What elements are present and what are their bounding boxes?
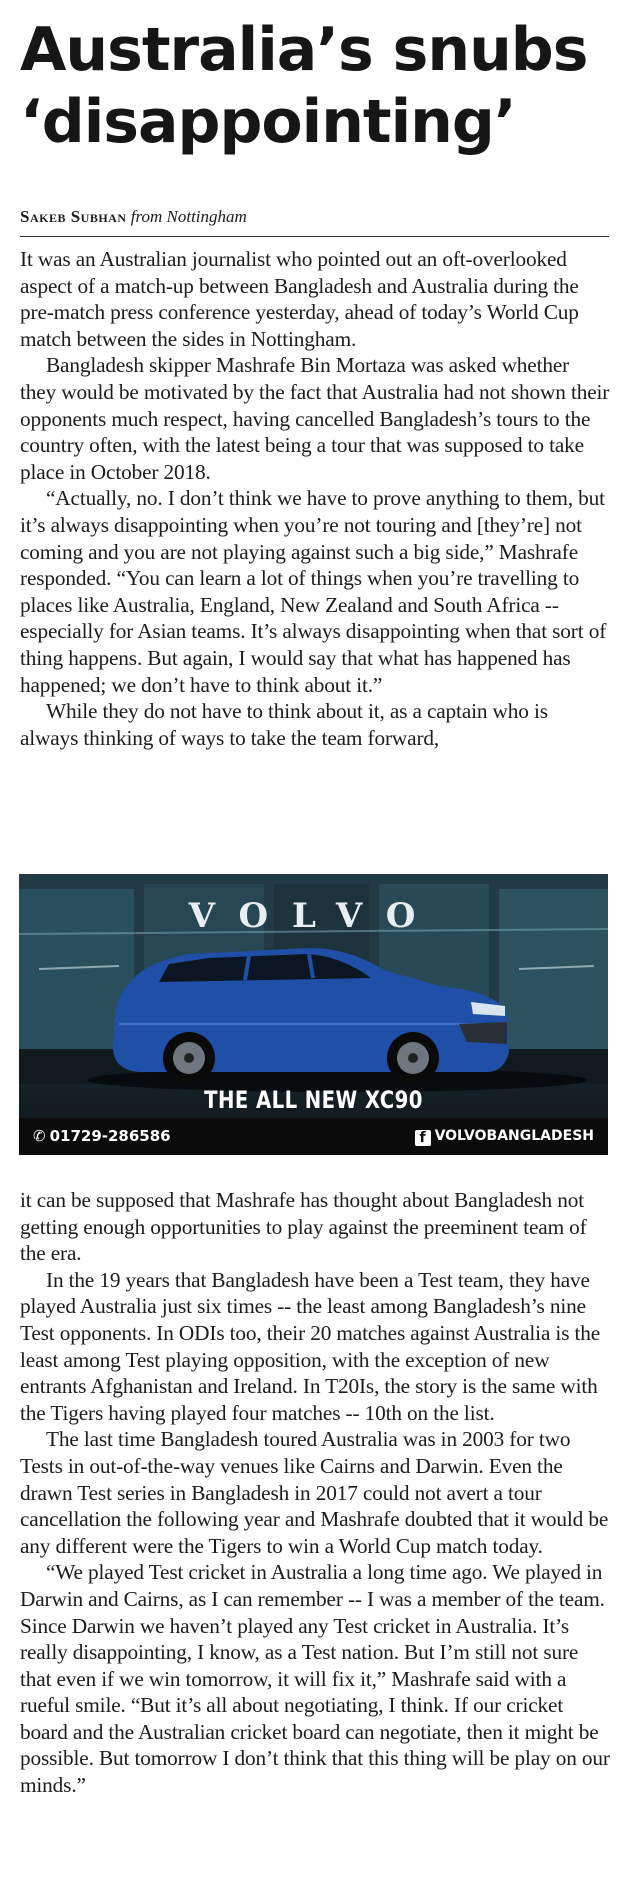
paragraph: The last time Bangladesh toured Australia was in 2003 for two Tests in out-of-the-way venues like Cairns and Darwin. Even the drawn Test series in Bangladesh in 2017 could not avert a tour cancellation the following year and Mashrafe doubted that it would be any different were the Tigers to win a World Cup match today.	[20, 1427, 609, 1558]
volvo-advertisement[interactable]	[19, 874, 608, 1155]
article-body-bottom	[20, 1187, 610, 1799]
paragraph: Bangladesh skipper Mashrafe Bin Mortaza was asked whether they would be motivated by the fact that Australia had not shown their opponents much respect, having cancelled Bangladesh’s tours to the country often, with the latest being a tour that was supposed to take place in October 2018.	[20, 353, 610, 484]
byline	[20, 206, 610, 228]
ad-phone[interactable]	[33, 1126, 171, 1146]
article-body-top	[20, 246, 610, 751]
byline-location: from Nottingham	[130, 207, 247, 226]
paragraph: It was an Australian journalist who pointed out an oft-overlooked aspect of a match-up between Bangladesh and Australia during the pre-match press conference yesterday, ahead of today’s World Cup match between the sides in Nottingham.	[20, 247, 579, 351]
byline-author: Sakeb Subhan	[20, 207, 127, 226]
headline-line-1: Australia’s snubs	[20, 15, 588, 85]
ad-facebook[interactable]	[415, 1126, 594, 1146]
byline-divider	[20, 236, 609, 237]
ad-phone-number: 01729-286586	[49, 1127, 171, 1145]
headline	[20, 14, 620, 158]
phone-icon: ✆	[33, 1127, 46, 1145]
volvo-logo: VOLVO	[188, 896, 440, 936]
ad-tagline: THE ALL NEW XC90	[204, 1086, 423, 1114]
headline-line-2: ‘disappointing’	[20, 87, 516, 157]
paragraph: “Actually, no. I don’t think we have to prove anything to them, but it’s always disappointing when you’re not touring and [they’re] not coming and you are not playing against such a big side,” Mashrafe responded. “You can learn a lot of things when you’re travelling to places like Australia, England, New Zealand and South Africa -- especially for Asian teams. It’s always disappointing when that sort of thing happens. But again, I would say that what has happened has happened; we don’t have to think about it.”	[20, 486, 607, 697]
paragraph: In the 19 years that Bangladesh have been a Test team, they have played Australia just six times -- the least among Bangladesh’s nine Test opponents. In ODIs too, their 20 matches against Australia is the least among Test playing opposition, with the exception of new entrants Afghanistan and Ireland. In T20Is, the story is the same with the Tigers having played four matches -- 10th on the list.	[20, 1267, 601, 1425]
facebook-icon: f	[415, 1130, 431, 1146]
paragraph: While they do not have to think about it, as a captain who is always thinking of ways to take the team forward,	[20, 699, 548, 750]
paragraph: “We played Test cricket in Australia a long time ago. We played in Darwin and Cairns, as I can remember -- I was a member of the team. Since Darwin we haven’t played any Test cricket in Australia. It’s really disappointing, I know, as a Test nation. But I’m still not sure that even if we win tomorrow, it will fix it,” Mashrafe said with a rueful smile. “But it’s all about negotiating, I think. If our cricket board and the Australian cricket board can negotiate, then it might be possible. But tomorrow I don’t think that this thing will be play on our minds.”	[20, 1560, 610, 1798]
paragraph: it can be supposed that Mashrafe has thought about Bangladesh not getting enough opportunities to play against the preeminent team of the era.	[20, 1188, 587, 1266]
ad-facebook-handle: VOLVOBANGLADESH	[434, 1128, 594, 1144]
